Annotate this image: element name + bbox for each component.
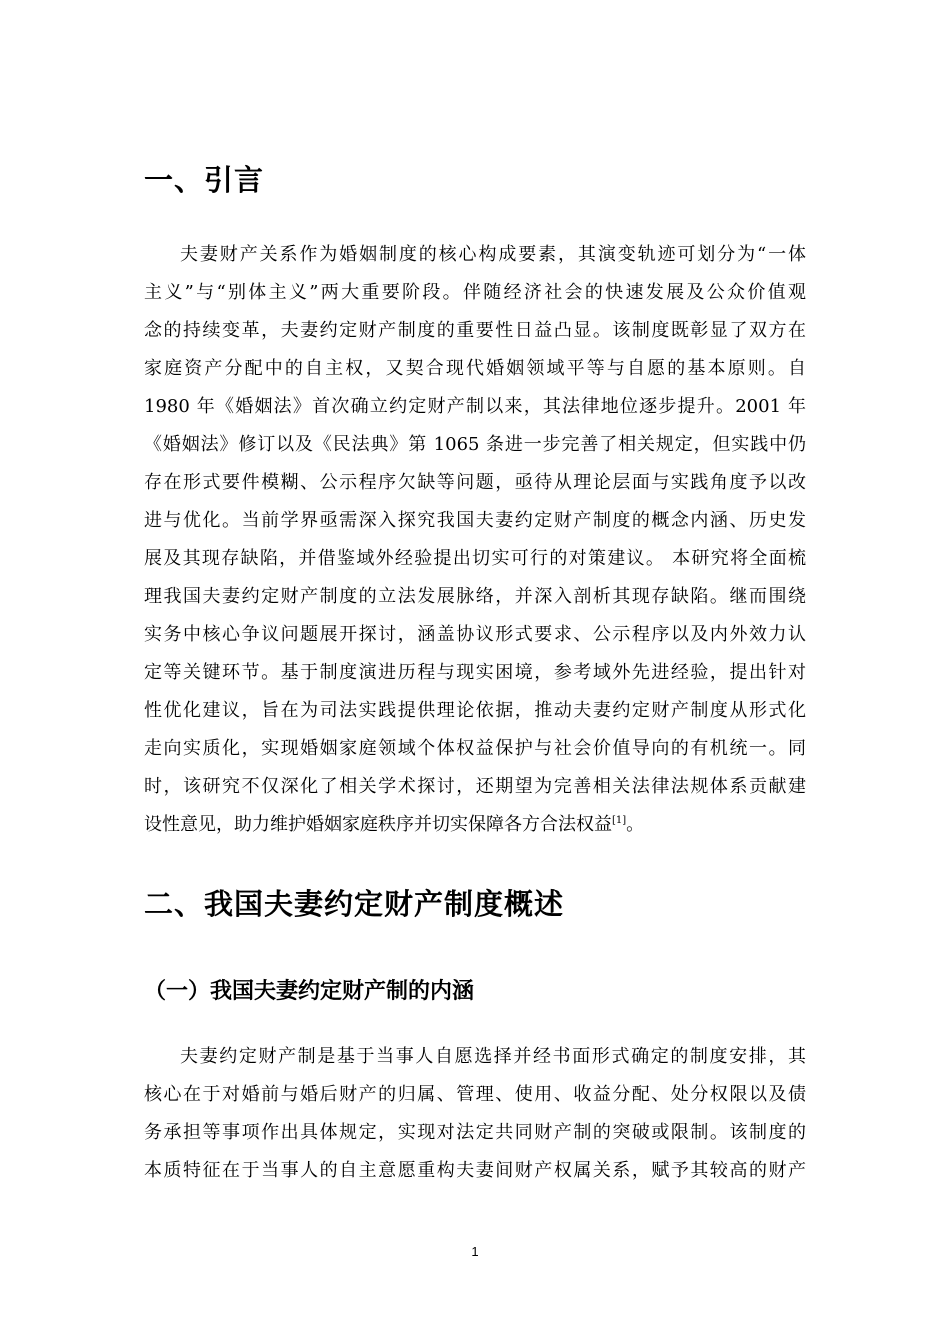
paragraph-line-text: 设性意见，助力维护婚姻家庭秩序并切实保障各方合法权益 — [144, 814, 612, 835]
paragraph-line: 主义”与“别体主义”两大重要阶段。伴随经济社会的快速发展及公众价值观 — [144, 282, 806, 303]
paragraph-line: 家庭资产分配中的自主权，又契合现代婚姻领域平等与自愿的基本原则。自 — [144, 358, 806, 379]
citation-marker: [1] — [612, 815, 627, 826]
section-heading-introduction: 一、引言 — [144, 163, 265, 197]
paragraph-line: 走向实质化，实现婚姻家庭领域个体权益保护与社会价值导向的有机统一。同 — [144, 738, 806, 759]
paragraph-line: 念的持续变革，夫妻约定财产制度的重要性日益凸显。该制度既彰显了双方在 — [144, 320, 806, 341]
paragraph-line: 夫妻约定财产制是基于当事人自愿选择并经书面形式确定的制度安排，其 — [180, 1046, 806, 1067]
paragraph-line: 展及其现存缺陷，并借鉴域外经验提出切实可行的对策建议。 本研究将全面梳 — [144, 548, 806, 569]
page-number: 1 — [471, 1244, 479, 1259]
paragraph-line: 《婚姻法》修订以及《民法典》第 1065 条进一步完善了相关规定，但实践中仍 — [144, 434, 806, 455]
paragraph-line: 性优化建议，旨在为司法实践提供理论依据，推动夫妻约定财产制度从形式化 — [144, 700, 806, 721]
paragraph-line: 定等关键环节。基于制度演进历程与现实困境，参考域外先进经验，提出针对 — [144, 662, 806, 683]
paragraph-line: 核心在于对婚前与婚后财产的归属、管理、使用、收益分配、处分权限以及债 — [144, 1084, 806, 1105]
connotation-paragraph — [144, 1038, 806, 1190]
subsection-heading-connotation: （一）我国夫妻约定财产制的内涵 — [144, 979, 475, 1004]
sentence-end: 。 — [626, 814, 645, 835]
section-heading-overview: 二、我国夫妻约定财产制度概述 — [144, 887, 565, 921]
paragraph-line: 1980 年《婚姻法》首次确立约定财产制以来，其法律地位逐步提升。2001 年 — [144, 396, 806, 417]
paragraph-line: 夫妻财产关系作为婚姻制度的核心构成要素，其演变轨迹可划分为“一体 — [180, 244, 806, 265]
paragraph-line: 实务中核心争议问题展开探讨，涵盖协议形式要求、公示程序以及内外效力认 — [144, 624, 806, 645]
paragraph-line: 本质特征在于当事人的自主意愿重构夫妻间财产权属关系，赋予其较高的财产 — [144, 1160, 806, 1181]
paragraph-line: 进与优化。当前学界亟需深入探究我国夫妻约定财产制度的概念内涵、历史发 — [144, 510, 806, 531]
paragraph-line-final — [144, 806, 806, 844]
introduction-paragraph — [144, 236, 806, 844]
paragraph-line: 时，该研究不仅深化了相关学术探讨，还期望为完善相关法律法规体系贡献建 — [144, 776, 806, 797]
paragraph-line: 存在形式要件模糊、公示程序欠缺等问题，亟待从理论层面与实践角度予以改 — [144, 472, 806, 493]
paragraph-line: 理我国夫妻约定财产制度的立法发展脉络，并深入剖析其现存缺陷。继而围绕 — [144, 586, 806, 607]
paragraph-line: 务承担等事项作出具体规定，实现对法定共同财产制的突破或限制。该制度的 — [144, 1122, 806, 1143]
